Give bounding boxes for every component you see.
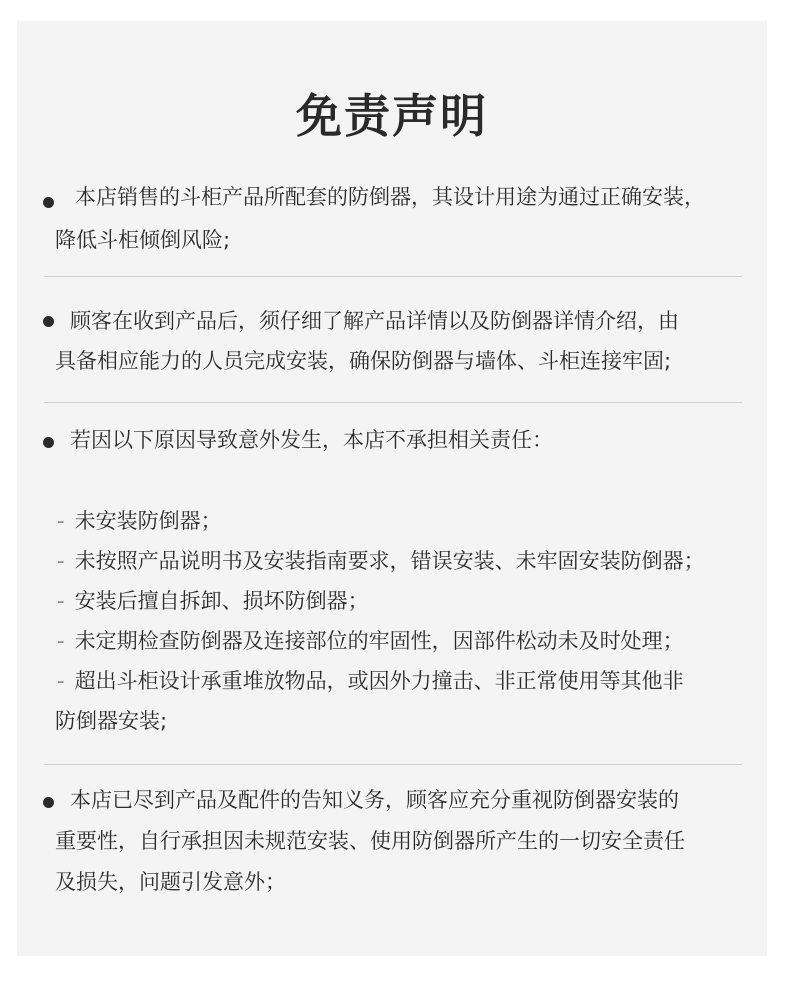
exclusion-item-text: 超出斗柜设计承重堆放物品，或因外力撞击、非正常使用等其他非 bbox=[74, 669, 684, 693]
bullet-icon bbox=[43, 437, 54, 448]
paragraph-line: 本店销售的斗柜产品所配套的防倒器，其设计用途为通过正确安装， bbox=[75, 185, 705, 209]
dash-mark: - bbox=[57, 669, 65, 693]
exclusion-item bbox=[57, 591, 369, 612]
bullet-icon bbox=[43, 316, 54, 327]
exclusion-item bbox=[57, 551, 705, 572]
exclusion-item-continuation: 防倒器安装; bbox=[55, 709, 168, 733]
paragraph-line: 具备相应能力的人员完成安装，确保防倒器与墙体、斗柜连接牢固; bbox=[55, 349, 672, 373]
exclusion-item-text: 未按照产品说明书及安装指南要求，错误安装、未牢固安装防倒器； bbox=[74, 549, 705, 573]
exclusion-item-text: 安装后擅自拆卸、损坏防倒器； bbox=[74, 589, 369, 613]
exclusion-item bbox=[57, 631, 684, 652]
exclusion-item-text: 未安装防倒器； bbox=[74, 509, 222, 533]
exclusion-item bbox=[57, 511, 222, 532]
paragraph-line: 本店已尽到产品及配件的告知义务，顾客应充分重视防倒器安装的 bbox=[70, 788, 679, 812]
paragraph-line: 顾客在收到产品后，须仔细了解产品详情以及防倒器详情介绍，由 bbox=[70, 309, 679, 333]
exclusion-item-text: 未定期检查防倒器及连接部位的牢固性，因部件松动未及时处理； bbox=[74, 629, 684, 653]
paragraph-line: 及损失，问题引发意外； bbox=[55, 870, 286, 894]
page-title: 免责声明 bbox=[296, 89, 488, 143]
section-divider bbox=[44, 402, 742, 403]
exclusion-item bbox=[57, 671, 684, 692]
bullet-icon bbox=[43, 797, 54, 808]
section-divider bbox=[44, 764, 742, 765]
bullet-icon bbox=[43, 197, 54, 208]
dash-mark: - bbox=[57, 629, 65, 653]
section-divider bbox=[44, 276, 742, 277]
disclaimer-card bbox=[17, 21, 767, 956]
paragraph-line: 若因以下原因导致意外发生，本店不承担相关责任： bbox=[70, 428, 553, 452]
dash-mark: - bbox=[57, 589, 65, 613]
dash-mark: - bbox=[57, 509, 65, 533]
dash-mark: - bbox=[57, 549, 65, 573]
paragraph-line: 降低斗柜倾倒风险; bbox=[55, 228, 231, 252]
paragraph-line: 重要性，自行承担因未规范安装、使用防倒器所产生的一切安全责任 bbox=[55, 829, 685, 853]
